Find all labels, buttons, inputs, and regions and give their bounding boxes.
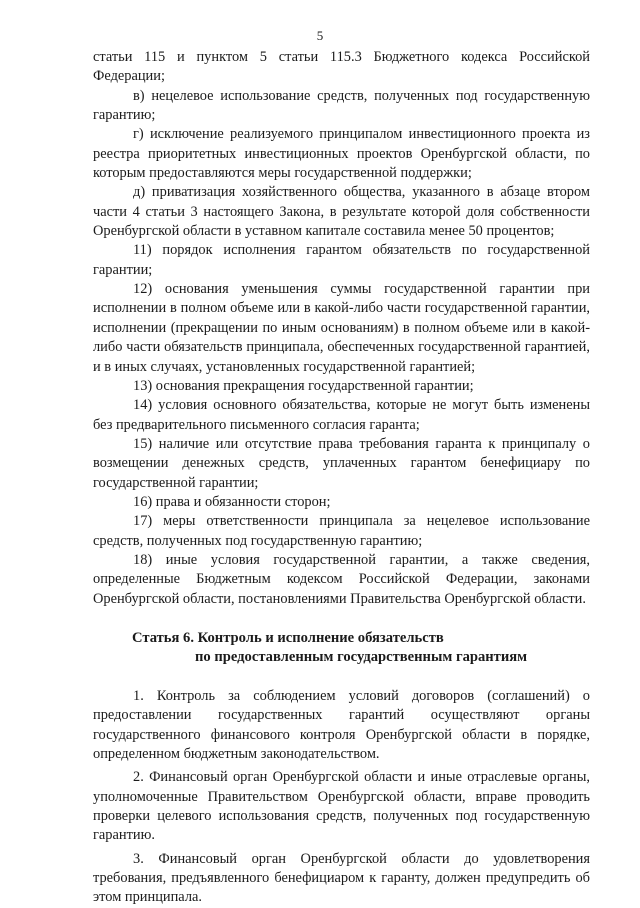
paragraph: 3. Финансовый орган Оренбургской области до удовлетворения требования, предъявленного бенефициаром к гаранту, должен предупредить об этом принципала.: [93, 850, 590, 906]
article-heading-line1: Статья 6. Контроль и исполнение обязательств: [132, 629, 444, 646]
article-heading: [93, 629, 590, 667]
paragraph: 13) основания прекращения государственной гарантии;: [133, 377, 474, 394]
paragraph: д) приватизация хозяйственного общества, указанного в абзаце втором части 4 статьи 3 настоящего Закона, в результате которой доля собственности Оренбургской области в уставном капитале составила менее 50 процентов;: [93, 184, 590, 240]
paragraph: 11) порядок исполнения гарантом обязательств по государственной гарантии;: [93, 242, 590, 278]
article-section: [93, 687, 590, 908]
paragraph: 1. Контроль за соблюдением условий договоров (соглашений) о предоставлении государственных гарантий осуществляют органы государственного финансового контроля Оренбургской области в порядке, определенном бюджетным законодательством.: [93, 687, 590, 762]
paragraph: статьи 115 и пунктом 5 статьи 115.3 Бюджетного кодекса Российской Федерации;: [93, 49, 590, 85]
paragraph: г) исключение реализуемого принципалом инвестиционного проекта из реестра приоритетных инвестиционных проектов Оренбургской области, по которым предоставляются меры государственной поддержки;: [93, 126, 590, 182]
paragraph: 14) условия основного обязательства, которые не могут быть изменены без предварительного письменного согласия гаранта;: [93, 397, 590, 433]
document-body: [93, 48, 590, 908]
article-heading-line2: по предоставленным государственным гарантиям: [195, 648, 528, 665]
page-number: 5: [316, 28, 324, 43]
paragraph: 12) основания уменьшения суммы государственной гарантии при исполнении в полном объеме или в какой-либо части государственной гарантии, исполнении (прекращении по иным основаниям) в полном объеме или в какой-либо части обязательств принципала, обеспеченных государственной гарантией, и в иных случаях, установленных государственной гарантией;: [93, 281, 590, 375]
paragraph: 16) права и обязанности сторон;: [133, 493, 331, 510]
paragraph: 17) меры ответственности принципала за нецелевое использование средств, полученных под государственную гарантию;: [93, 513, 590, 549]
paragraph: 2. Финансовый орган Оренбургской области и иные отраслевые органы, уполномоченные Правительством Оренбургской области, вправе проводить проверки целевого использования средств, полученных под государственную гарантию.: [93, 769, 590, 844]
paragraph: 18) иные условия государственной гарантии, а также сведения, определенные Бюджетным кодексом Российской Федерации, законами Оренбургской области, постановлениями Правительства Оренбургской области.: [93, 551, 590, 607]
paragraph: в) нецелевое использование средств, полученных под государственную гарантию;: [93, 87, 590, 124]
paragraph: 15) наличие или отсутствие права требования гаранта к принципалу о возмещении денежных средств, уплаченных гарантом бенефициару по государственной гарантии;: [93, 435, 590, 491]
